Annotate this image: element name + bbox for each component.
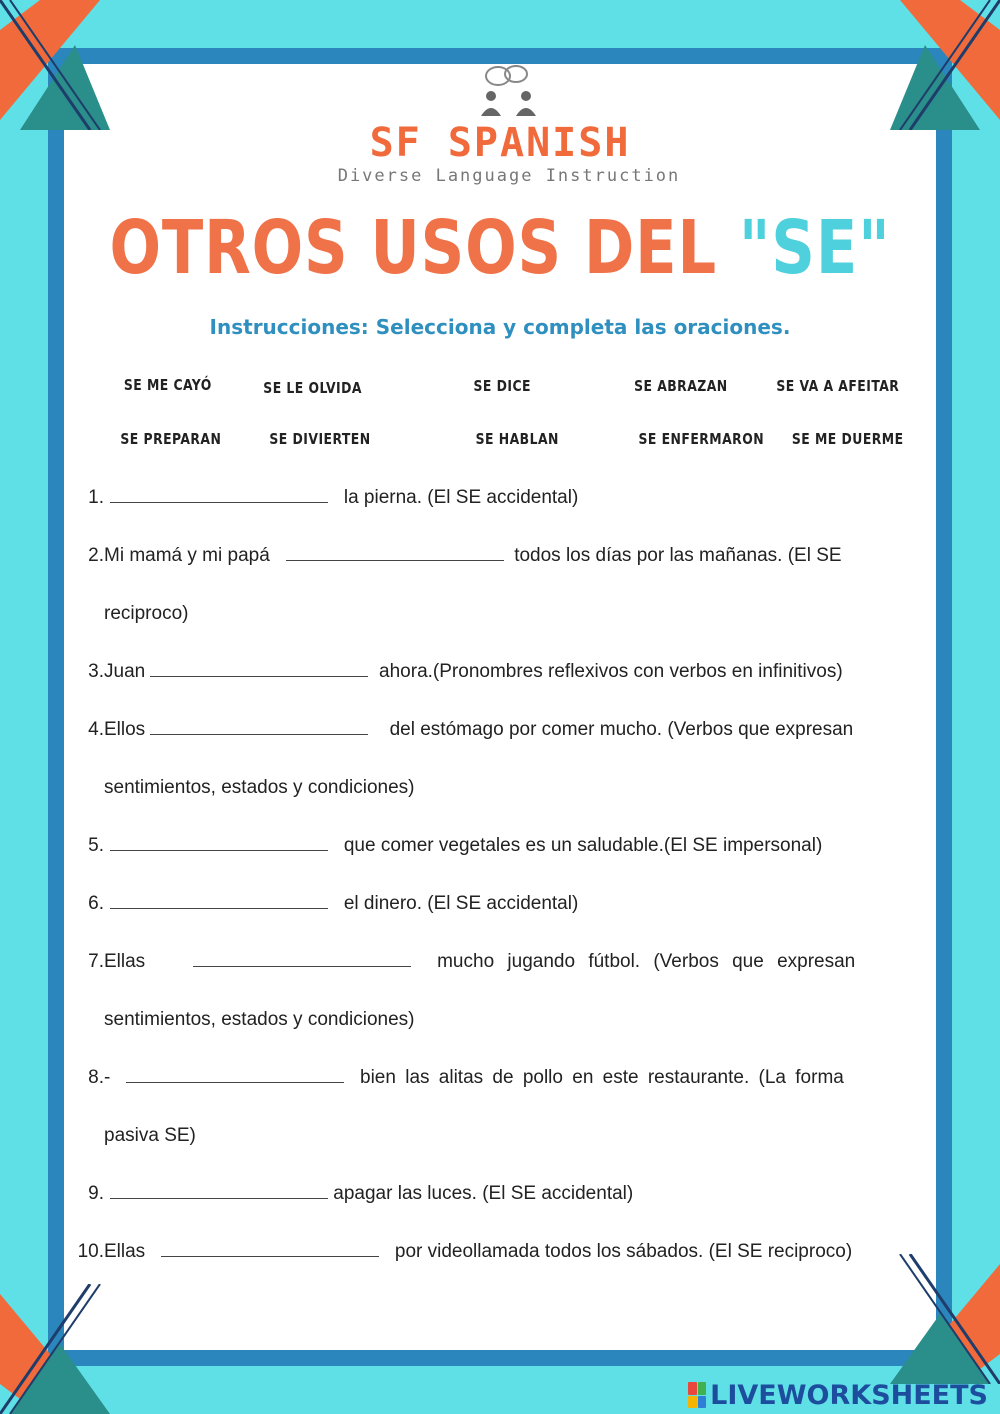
item-number: 6. <box>88 893 104 914</box>
item-text-after: todos los días por las mañanas. (El SE <box>514 545 842 566</box>
answer-blank[interactable] <box>161 1242 379 1257</box>
item-number: 5. <box>88 835 104 856</box>
item-text-after: la pierna. (El SE accidental) <box>343 487 579 508</box>
item-text-after: apagar las luces. (El SE accidental) <box>333 1183 634 1204</box>
answer-blank[interactable] <box>110 894 328 909</box>
word-bank-item[interactable]: SE ENFERMARON <box>638 430 765 448</box>
item-continuation: sentimientos, estados y condiciones) <box>104 1009 415 1030</box>
item-text-after: por videollamada todos los sábados. (El SE reciproco) <box>394 1241 853 1262</box>
item-continuation: pasiva SE) <box>104 1125 196 1146</box>
item-text-before: Mi mamá y mi papá <box>104 545 270 566</box>
corner-decoration-bottom-left <box>0 1284 110 1414</box>
item-text-after: ahora.(Pronombres reflexivos con verbos en infinitivos) <box>379 661 843 682</box>
answer-blank[interactable] <box>193 952 411 967</box>
exercise-line-4 <box>104 719 853 741</box>
answer-blank[interactable] <box>110 488 328 503</box>
live-badge-icon <box>688 1382 706 1408</box>
corner-decoration-bottom-right <box>890 1254 1000 1384</box>
item-text-after: el dinero. (El SE accidental) <box>343 893 579 914</box>
word-bank-item[interactable]: SE HABLAN <box>475 430 559 448</box>
title-main: OTROS USOS DEL <box>109 205 739 291</box>
item-number: 4. <box>88 719 104 740</box>
exercise-line-6 <box>110 893 578 915</box>
item-text-after: del estómago por comer mucho. (Verbos que expresan <box>389 719 854 740</box>
exercise-line-2 <box>104 545 842 567</box>
page-title <box>90 205 910 291</box>
word-bank-item[interactable]: SE DIVIERTEN <box>269 430 371 448</box>
item-text-after: bien las alitas de pollo en este restaurante. (La forma <box>360 1067 844 1088</box>
exercise-line-3 <box>104 661 843 683</box>
item-text-before: Ellas <box>104 1241 146 1262</box>
footer-brand: LIVEWORKSHEETS <box>710 1379 988 1411</box>
liveworksheets-logo[interactable] <box>688 1380 988 1410</box>
title-highlight: "SE" <box>738 205 891 291</box>
brand-tagline: Diverse Language Instruction <box>337 166 681 186</box>
corner-decoration-top-right <box>890 0 1000 130</box>
answer-blank[interactable] <box>150 720 368 735</box>
word-bank-item[interactable]: SE ME DUERME <box>791 430 904 448</box>
item-number: 2. <box>88 545 104 566</box>
item-number: 7. <box>88 951 104 972</box>
item-number: 8. <box>88 1067 104 1088</box>
word-bank-item[interactable]: SE VA A AFEITAR <box>776 377 900 395</box>
item-number: 3. <box>88 661 104 682</box>
answer-blank[interactable] <box>110 1184 328 1199</box>
item-number: 9. <box>88 1183 104 1204</box>
word-bank-item[interactable]: SE DICE <box>473 377 531 395</box>
word-bank-item[interactable]: SE ME CAYÓ <box>123 376 212 394</box>
chat-people-icon <box>476 64 546 116</box>
item-text-before: - <box>104 1067 111 1088</box>
item-text-after: mucho jugando fútbol. (Verbos que expresan <box>437 951 856 972</box>
exercise-line-7 <box>104 951 855 973</box>
instructions: Instrucciones: Selecciona y completa las oraciones. <box>209 315 791 339</box>
item-number: 10. <box>77 1241 104 1262</box>
brand-name: SF SPANISH <box>369 120 631 166</box>
item-text-after: que comer vegetales es un saludable.(El SE impersonal) <box>343 835 823 856</box>
item-text-before: Ellos <box>104 719 146 740</box>
exercise-line-1 <box>110 487 578 509</box>
word-bank-item[interactable]: SE ABRAZAN <box>634 377 728 395</box>
answer-blank[interactable] <box>110 836 328 851</box>
answer-blank[interactable] <box>150 662 368 677</box>
item-continuation: sentimientos, estados y condiciones) <box>104 777 415 798</box>
exercise-line-5 <box>110 835 822 857</box>
answer-blank[interactable] <box>286 546 504 561</box>
item-number: 1. <box>88 487 104 508</box>
item-text-before: Ellas <box>104 951 146 972</box>
corner-decoration-top-left <box>0 0 110 130</box>
exercise-line-8 <box>104 1067 844 1089</box>
exercise-line-10 <box>104 1241 852 1263</box>
item-continuation: reciproco) <box>104 603 189 624</box>
item-text-before: Juan <box>104 661 146 682</box>
word-bank-item[interactable]: SE LE OLVIDA <box>263 379 362 397</box>
exercise-line-9 <box>110 1183 633 1205</box>
answer-blank[interactable] <box>126 1068 344 1083</box>
word-bank-item[interactable]: SE PREPARAN <box>120 430 222 448</box>
